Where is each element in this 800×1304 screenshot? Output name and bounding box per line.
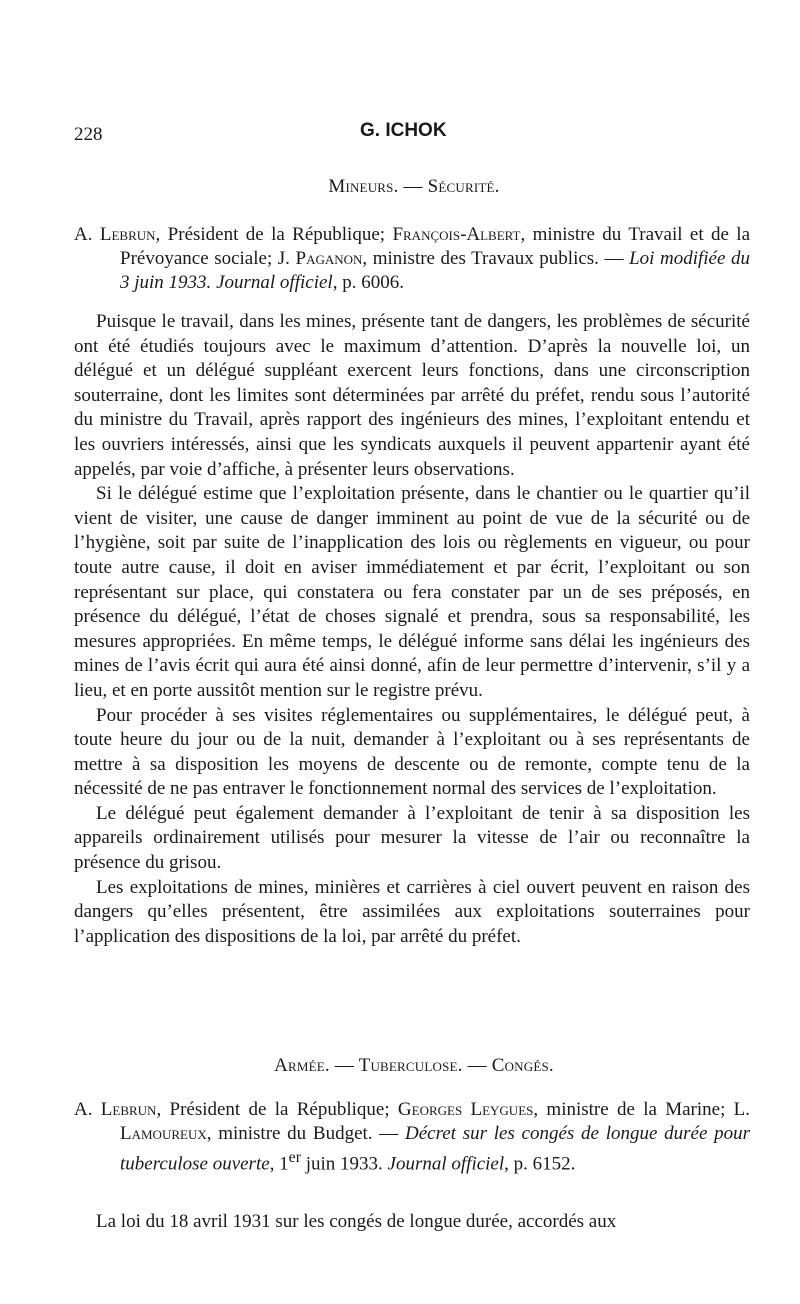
- signatory-name: Lebrun: [100, 1099, 157, 1120]
- journal-reference: Journal officiel: [387, 1153, 505, 1175]
- page-number: 228: [74, 124, 103, 145]
- section-title-armee: Armée. — Tuberculose. — Congés.: [274, 1055, 554, 1076]
- paragraph-last-line: La loi du 18 avril 1931 sur les congés de longue durée, accordés aux: [96, 1211, 617, 1232]
- running-title: G. ICHOK: [360, 120, 447, 141]
- signatory-name: Lebrun: [99, 224, 156, 245]
- paragraph: Le délégué peut également demander à l’exploitant de tenir à sa disposition les appareils ordinairement utilisés pour mesurer la vitesse de l’air ou reconnaître la présence du grisou.: [74, 802, 750, 874]
- section-title-mineurs: Mineurs. — Sécurité.: [328, 176, 500, 197]
- law-reference: Loi modifiée du 3 juin 1933.: [120, 248, 750, 293]
- decree-reference: Décret sur les congés de longue durée pour tuberculose ouverte,: [120, 1123, 751, 1175]
- paragraph: Pour procéder à ses visites réglementaires ou supplémentaires, le délégué peut, à toute heure du jour ou de la nuit, demander à l’exploitant ou à ses représentants de mettre à sa disposition les moyens de descente ou de remonte, compte tenu de la nécessité de ne pas entraver le fonctionnement normal des services de l’exploitation.: [74, 704, 750, 800]
- page-header: [74, 120, 754, 154]
- decree-entry-mineurs: A. Lebrun, Président de la République; François-Albert, ministre du Travail et de la Prévoyance sociale; J. Paganon, ministre des Travaux publics. — Loi modifiée du 3 juin 1933. Journal officiel, p. 6006.: [74, 224, 751, 293]
- journal-reference: Journal officiel: [216, 272, 333, 293]
- decree-entry-armee: A. Lebrun, Président de la République; Georges Leygues, ministre de la Marine; L. Lamoureux, ministre du Budget. — Décret sur les congés de longue durée pour tuberculose ouverte, 1er juin 1933. Journal officiel, p. 6152.: [74, 1099, 751, 1175]
- signatory-name: Paganon: [295, 248, 363, 269]
- signatory-name: Georges Leygues: [397, 1099, 534, 1120]
- signatory-name: Lamoureux: [120, 1123, 207, 1144]
- signatory-name: François-Albert: [392, 224, 521, 245]
- paragraph: Puisque le travail, dans les mines, présente tant de dangers, les problèmes de sécurité ont été étudiés toujours avec le maximum d’attention. D’après la nouvelle loi, un délégué et un délégué suppléant exercent leurs fonctions, dans une circonscription souterraine, dont les limites sont déterminées par arrêté du préfet, rendu sous l’autorité du ministre du Travail, après rapport des ingénieurs des mines, l’exploitant entendu et les ouvriers intéressés, ainsi que les syndicats auxquels il peuvent appartenir ayant été appelés, par voie d’affiche, à présenter leurs observations.: [74, 311, 750, 480]
- body-text-mineurs: [74, 310, 750, 949]
- paragraph: Les exploitations de mines, minières et carrières à ciel ouvert peuvent en raison des dangers qu’elles présentent, être assimilées aux exploitations souterraines pour l’application des dispositions de la loi, par arrêté du préfet.: [74, 876, 750, 947]
- paragraph: Si le délégué estime que l’exploitation présente, dans le chantier ou le quartier qu’il vient de visiter, une cause de danger imminent au point de vue de la sécurité ou de l’hygiène, soit par suite de l’inapplication des lois ou règlements en vigueur, ou pour toute autre cause, il doit en aviser immédiatement et par écrit, l’exploitant ou son représentant sur place, qui constatera ou fera constater par un de ses préposés, en présence du délégué, l’état de choses signalé et prendra, sous sa responsabilité, les mesures appropriées. En même temps, le délégué informe sans délai les ingénieurs des mines de l’avis écrit qui aura été ainsi donné, afin de leur permettre d’intervenir, s’il y a lieu, et en porte aussitôt mention sur le registre prévu.: [74, 483, 750, 701]
